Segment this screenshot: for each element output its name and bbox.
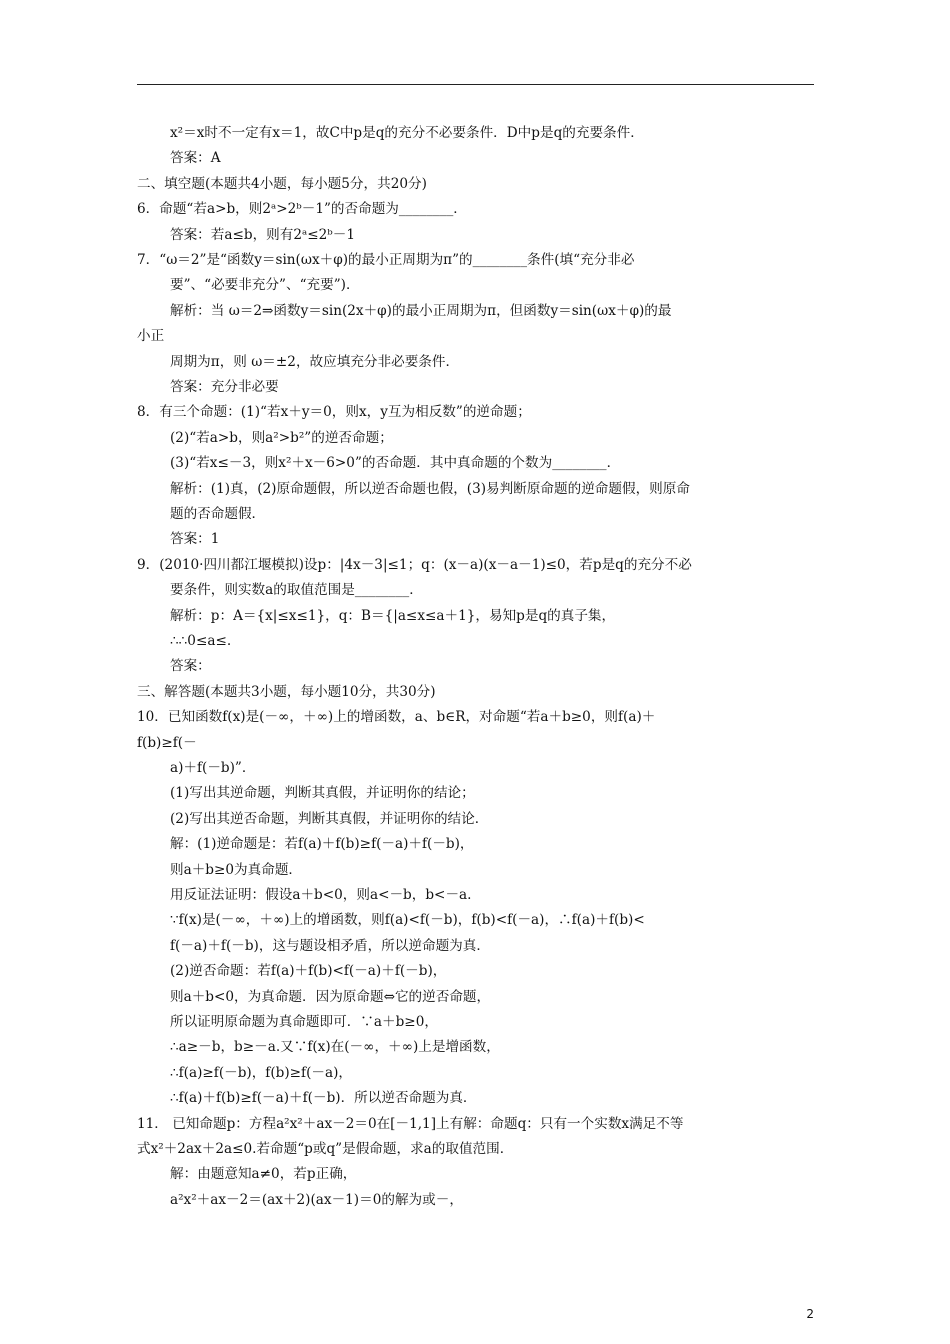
text-line: 8．有三个命题：(1)“若x＋y＝0，则x，y互为相反数”的逆命题； <box>137 404 531 421</box>
text-line: 解析：(1)真，(2)原命题假，所以逆否命题也假，(3)易判断原命题的逆命题假，则原命 <box>170 480 690 497</box>
page-number: 2 <box>806 1307 814 1321</box>
text-line: 三、解答题(本题共3小题，每小题10分，共30分) <box>137 683 436 700</box>
text-line: (3)“若x≤－3，则x²＋x－6>0”的否命题．其中真命题的个数为________． <box>170 455 621 472</box>
text-line: ∴f(a)＋f(b)≥f(－a)＋f(－b)．所以逆否命题为真． <box>170 1090 477 1107</box>
text-line: 7．“ω＝2”是“函数y＝sin(ωx＋φ)的最小正周期为π”的________条件(填“充分非必 <box>137 252 635 268</box>
text-line: ∵f(x)是(－∞，＋∞)上的增函数，则f(a)<f(－b)，f(b)<f(－a)，∴f(a)＋f(b)< <box>170 912 645 929</box>
text-line: 二、填空题(本题共4小题，每小题5分，共20分) <box>137 175 427 192</box>
text-line: 小正 <box>137 328 165 345</box>
text-line: 用反证法证明：假设a＋b<0，则a<－b，b<－a. <box>170 887 472 903</box>
header-rule <box>137 84 814 85</box>
text-line: 解析：p：A＝{x|≤x≤1}，q：B＝{|a≤x≤a＋1}，易知p是q的真子集， <box>170 607 616 624</box>
text-line: 6．命题“若a>b，则2ᵃ>2ᵇ－1”的否命题为________． <box>137 201 467 218</box>
text-line: 答案：A <box>170 150 221 167</box>
text-line: 答案：充分非必要 <box>170 379 279 395</box>
text-line: ∴a≥－b，b≥－a.又∵f(x)在(－∞，＋∞)上是增函数， <box>170 1039 500 1056</box>
text-line: 解析：当 ω＝2⇒函数y＝sin(2x＋φ)的最小正周期为π，但函数y＝sin(ωx＋φ)的最 <box>170 302 672 319</box>
text-line: ∴∴0≤a≤. <box>170 633 232 649</box>
text-line: (1)写出其逆命题，判断其真假，并证明你的结论； <box>170 785 475 802</box>
text-line: 解：(1)逆命题是：若f(a)＋f(b)≥f(－a)＋f(－b)， <box>170 836 474 853</box>
text-line: (2)逆否命题：若f(a)＋f(b)<f(－a)＋f(－b)， <box>170 963 447 980</box>
text-line: 答案： <box>170 658 211 675</box>
text-line: 答案：1 <box>170 531 220 548</box>
text-line: 要条件，则实数a的取值范围是________． <box>170 582 423 599</box>
text-line: 则a＋b≥0为真命题． <box>170 861 303 878</box>
text-line: 11． 已知命题p：方程a²x²＋ax－2＝0在[－1,1]上有解：命题q：只有一个实数x满足不等 <box>137 1115 684 1132</box>
text-line: 则a＋b<0，为真命题．因为原命题⇔它的逆否命题， <box>170 988 491 1005</box>
text-line: 9．(2010·四川都江堰模拟)设p：|4x－3|≤1；q：(x－a)(x－a－1)≤0，若p是q的充分不必 <box>137 556 692 573</box>
text-line: a²x²＋ax－2＝(ax＋2)(ax－1)＝0的解为或－， <box>170 1191 463 1208</box>
text-line: 所以证明原命题为真命题即可．∵a＋b≥0， <box>170 1014 438 1030</box>
text-line: 要”、“必要非充分”、“充要”)． <box>170 277 360 294</box>
text-line: a)＋f(－b)”． <box>170 760 256 776</box>
text-line: f(－a)＋f(－b)，这与题设相矛盾，所以逆命题为真． <box>170 937 490 954</box>
text-line: ∴f(a)≥f(－b)，f(b)≥f(－a)， <box>170 1064 352 1081</box>
text-line: (2)写出其逆否命题，判断其真假，并证明你的结论． <box>170 810 489 827</box>
text-line: 周期为π，则 ω＝±2，故应填充分非必要条件． <box>170 353 460 370</box>
text-line: 答案：若a≤b，则有2ᵃ≤2ᵇ－1 <box>170 226 355 243</box>
text-line: (2)“若a>b，则a²>b²”的逆否命题； <box>170 429 393 446</box>
text-line: 题的否命题假． <box>170 506 266 522</box>
text-line: x²＝x时不一定有x＝1，故C中p是q的充分不必要条件．D中p是q的充要条件． <box>170 125 644 141</box>
text-line: 10．已知函数f(x)是(－∞，＋∞)上的增函数，a、b∈R，对命题“若a＋b≥0，则f(a)＋ <box>137 709 656 726</box>
text-line: f(b)≥f(－ <box>137 734 197 751</box>
text-line: 式x²＋2ax＋2a≤0.若命题“p或q”是假命题，求a的取值范围． <box>137 1141 514 1157</box>
text-line: 解：由题意知a≠0，若p正确， <box>170 1166 357 1183</box>
